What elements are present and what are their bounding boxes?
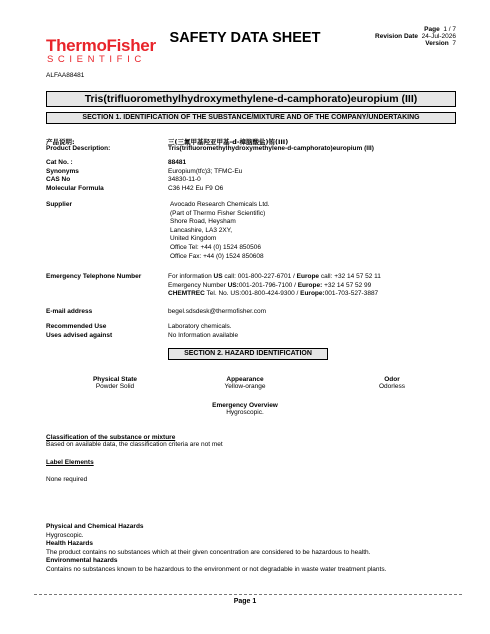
cat-no-value: 88481 [168,159,187,166]
supplier-address [170,201,270,261]
document-title: SAFETY DATA SHEET [169,30,321,46]
supplier-line: (Part of Thermo Fisher Scientific) [170,209,266,217]
product-description-value: Tris(trifluoromethylhydroxymethylene-d-camphorato)europium (III) [168,145,374,152]
supplier-line: Office Tel: +44 (0) 1524 850506 [170,243,262,251]
page-meta [375,26,456,47]
label-elements-heading: Label Elements [46,459,94,466]
section1-header [46,112,456,124]
emergency-overview [170,402,320,416]
health-heading: Health Hazards [46,540,93,548]
cat-no-label: Cat No. : [46,159,73,166]
supplier-line: Avocado Research Chemicals Ltd. [170,201,270,208]
classification-heading: Classification of the substance or mixture [46,434,176,441]
supplier-label: Supplier [46,201,73,208]
classification-text: Based on available data, the classification criteria are not met [46,441,223,448]
cn-product-label: 产品说明: [46,138,75,146]
appearance-value: Yellow-orange [224,383,266,390]
emergency-overview-label: Emergency Overview [212,402,278,409]
email-label: E-mail address [46,308,93,315]
page-value: 1 / 7 [443,26,456,33]
odor-value: Odorless [378,383,405,390]
classification-block [46,434,223,448]
uses-advised-against-value: No Information available [168,332,239,339]
product-title-box [46,91,456,107]
version-value: 7 [452,40,456,47]
page-label: Page [424,26,440,33]
recommended-use-label: Recommended Use [46,323,107,330]
cas-no-label: CAS No [46,176,71,183]
supplier-line: Office Fax: +44 (0) 1524 850608 [170,252,264,260]
emergency-line: Emergency Number US:001-201-796-7100 / Europe: +32 14 57 52 99 [168,281,372,289]
scientific-logo-text: SCIENTIFIC [47,54,146,65]
supplier-line: Lancashire, LA3 2XY, [170,226,233,234]
physical-state-label: Physical State [92,376,138,383]
molecular-formula-label: Molecular Formula [46,185,104,192]
odor-label: Odor [384,376,400,383]
product-title: Tris(trifluoromethylhydroxymethylene-d-camphorato)europium (III) [84,93,418,105]
recommended-use-value: Laboratory chemicals. [168,323,232,330]
email-value[interactable]: begel.sdsdesk@thermofisher.com [168,308,267,315]
molecular-formula-value: C36 H42 Eu F9 O6 [168,185,224,192]
appearance [190,376,300,390]
phys-chem-heading: Physical and Chemical Hazards [46,523,144,530]
env-heading: Environmental hazards [46,557,118,565]
supplier-line: United Kingdom [170,235,217,243]
section2-header [168,348,328,360]
supplier-line: Shore Road, Heysham [170,218,236,226]
emergency-line: CHEMTREC Tel. No. US:001-800-424-9300 / Europe:001-703-527-3887 [168,290,379,298]
revision-value: 24-Jul-2026 [421,33,456,40]
thermofisher-logo: ThermoFisher [46,36,156,55]
section2-title: SECTION 2. HAZARD IDENTIFICATION [184,350,312,357]
uses-advised-against-label: Uses advised against [46,332,113,339]
env-text: Contains no substances known to be hazardous to the environment or not degradable in waste water treatment plants. [46,565,387,573]
emergency-phone-label: Emergency Telephone Number [46,273,142,280]
emergency-overview-value: Hygroscopic. [226,409,264,416]
revision-label: Revision Date [375,33,419,40]
appearance-label: Appearance [226,376,264,383]
document-code: ALFAA88481 [46,72,85,79]
synonyms-label: Synonyms [46,168,79,175]
footer-divider [34,594,462,595]
footer-page-number: Page 1 [233,598,257,605]
product-description-label: Product Description: [46,145,111,152]
synonyms-value: Europium(tfc)3; TFMC-Eu [168,168,243,175]
health-text: The product contains no substances which at their given concentration are considered to be hazardous to health. [46,548,371,556]
hazards-block [46,523,466,575]
label-elements-heading-wrap [46,459,94,466]
cas-no-value: 34830-11-0 [168,176,201,183]
physical-state [60,376,170,390]
emergency-phone-lines [168,273,381,299]
section1-title: SECTION 1. IDENTIFICATION OF THE SUBSTANCE/MIXTURE AND OF THE COMPANY/UNDERTAKING [82,114,420,121]
cn-product-value: 三(三氟甲基羟亚甲基-d-樟脑酸盐)铕(III) [168,138,289,146]
odor [352,376,432,390]
version-label: Version [425,40,449,47]
phys-chem-text: Hygroscopic. [46,531,84,539]
physical-state-value: Powder Solid [95,383,135,390]
label-elements-text: None required [46,476,88,483]
emergency-line: For information US call: 001-800-227-6701 / Europe call: +32 14 57 52 11 [168,273,381,280]
